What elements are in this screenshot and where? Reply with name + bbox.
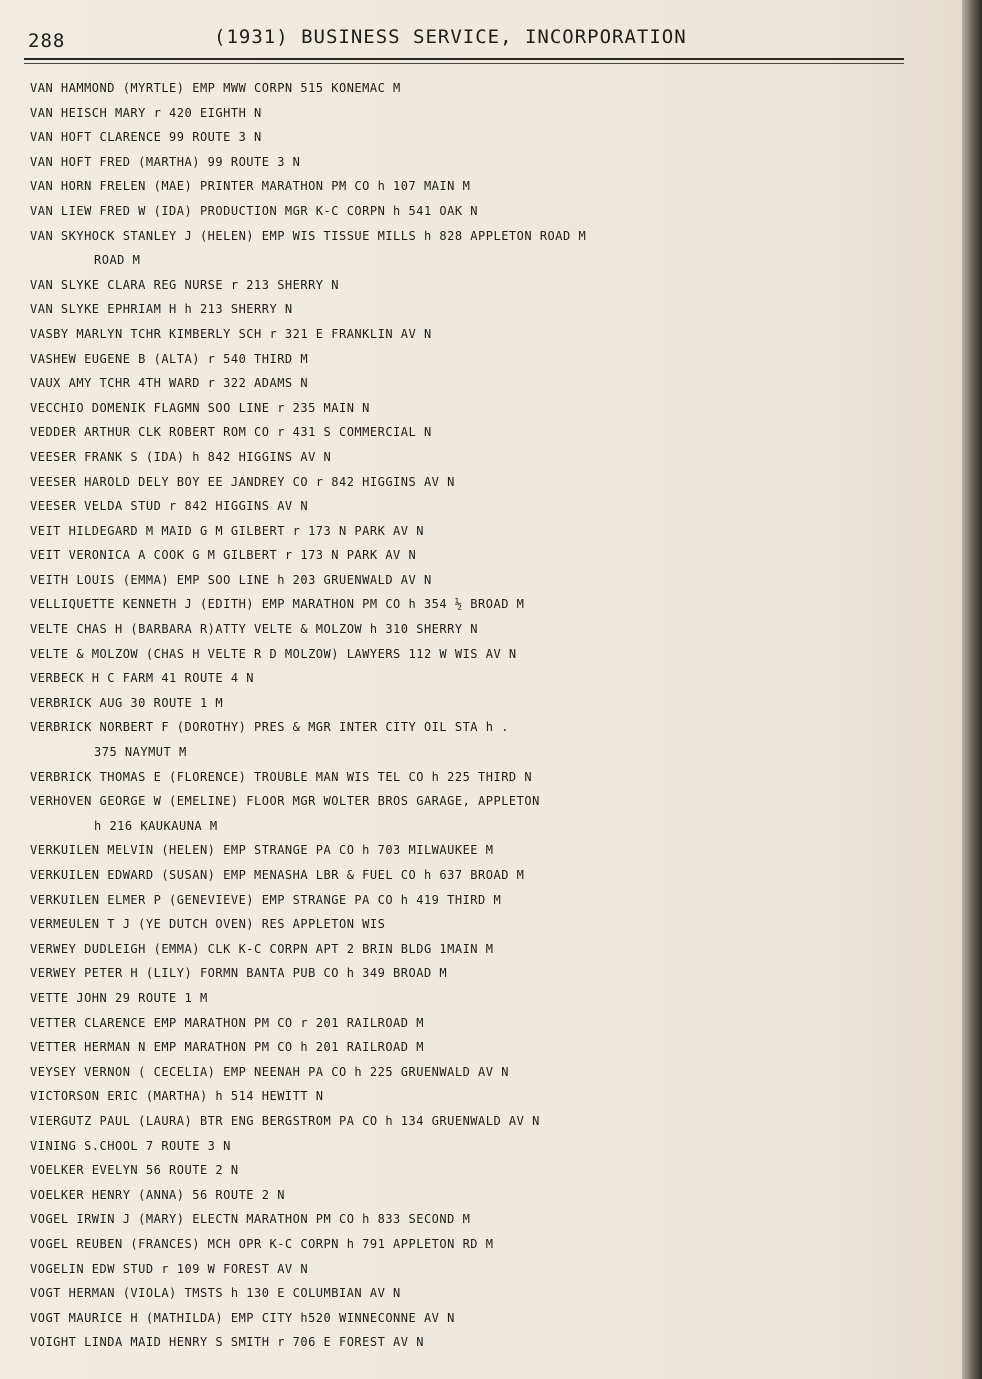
directory-entry: VAUX AMY TCHR 4TH WARD r 322 ADAMS N (30, 376, 309, 391)
directory-entry: VAN HORN FRELEN (MAE) PRINTER MARATHON PM CO h 107 MAIN M (30, 179, 471, 194)
directory-entry: VEESER HAROLD DELY BOY EE JANDREY CO r 842 HIGGINS AV N (30, 474, 455, 489)
book-spine-shadow (962, 0, 982, 1379)
directory-entry: VINING S.CHOOL 7 ROUTE 3 N (30, 1138, 231, 1153)
directory-entry: VERHOVEN GEORGE W (EMELINE) FLOOR MGR WOLTER BROS GARAGE, APPLETON (30, 794, 540, 809)
page-number: 288 (28, 30, 66, 52)
directory-entry: VERMEULEN T J (YE DUTCH OVEN) RES APPLETON WIS (30, 917, 386, 932)
directory-entry: VERBRICK NORBERT F (DOROTHY) PRES & MGR INTER CITY OIL STA h . (30, 720, 509, 735)
directory-entry: VAN LIEW FRED W (IDA) PRODUCTION MGR K-C CORPN h 541 OAK N (30, 203, 479, 218)
directory-entry: VAN SKYHOCK STANLEY J (HELEN) EMP WIS TISSUE MILLS h 828 APPLETON ROAD M (30, 228, 587, 243)
directory-entry: VAN SLYKE CLARA REG NURSE r 213 SHERRY N (30, 277, 339, 292)
directory-entry: VOGT HERMAN (VIOLA) TMSTS h 130 E COLUMBIAN AV N (30, 1286, 401, 1301)
page-header (24, 26, 904, 56)
directory-entry: VETTE JOHN 29 ROUTE 1 M (30, 990, 208, 1005)
directory-entry: VOIGHT LINDA MAID HENRY S SMITH r 706 E FOREST AV N (30, 1335, 424, 1350)
directory-entry: VELTE & MOLZOW (CHAS H VELTE R D MOLZOW) LAWYERS 112 W WIS AV N (30, 646, 517, 661)
directory-entry: VERBECK H C FARM 41 ROUTE 4 N (30, 671, 255, 686)
directory-entry: VEYSEY VERNON ( CECELIA) EMP NEENAH PA CO h 225 GRUENWALD AV N (30, 1064, 509, 1079)
directory-entry: VOGEL IRWIN J (MARY) ELECTN MARATHON PM CO h 833 SECOND M (30, 1212, 471, 1227)
directory-entry: VAN SLYKE EPHRIAM H h 213 SHERRY N (30, 302, 293, 317)
directory-entry: VERKUILEN ELMER P (GENEVIEVE) EMP STRANGE PA CO h 419 THIRD M (30, 892, 502, 907)
directory-entry: VEDDER ARTHUR CLK ROBERT ROM CO r 431 S COMMERCIAL N (30, 425, 432, 440)
directory-entry: VOGELIN EDW STUD r 109 W FOREST AV N (30, 1261, 309, 1276)
header-rule (24, 58, 904, 60)
directory-entry: VETTER HERMAN N EMP MARATHON PM CO h 201 RAILROAD M (30, 1040, 424, 1055)
directory-entry: VERBRICK THOMAS E (FLORENCE) TROUBLE MAN WIS TEL CO h 225 THIRD N (30, 769, 533, 784)
directory-entry: VOELKER HENRY (ANNA) 56 ROUTE 2 N (30, 1187, 285, 1202)
directory-entry: VOGT MAURICE H (MATHILDA) EMP CITY h520 WINNECONNE AV N (30, 1310, 455, 1325)
directory-entry-continuation: ROAD M (94, 253, 141, 268)
directory-entry: VERWEY DUDLEIGH (EMMA) CLK K-C CORPN APT 2 BRIN BLDG 1MAIN M (30, 941, 494, 956)
directory-entry: VERBRICK AUG 30 ROUTE 1 M (30, 695, 224, 710)
directory-entry: VICTORSON ERIC (MARTHA) h 514 HEWITT N (30, 1089, 324, 1104)
directory-entry: VAN HOFT CLARENCE 99 ROUTE 3 N (30, 130, 262, 145)
directory-entry: VERKUILEN EDWARD (SUSAN) EMP MENASHA LBR & FUEL CO h 637 BROAD M (30, 868, 525, 882)
directory-entry: VETTER CLARENCE EMP MARATHON PM CO r 201 RAILROAD M (30, 1015, 424, 1030)
directory-entry: VASHEW EUGENE B (ALTA) r 540 THIRD M (30, 351, 309, 366)
directory-entry: VIERGUTZ PAUL (LAURA) BTR ENG BERGSTROM PA CO h 134 GRUENWALD AV N (30, 1113, 540, 1128)
directory-entry: VOELKER EVELYN 56 ROUTE 2 N (30, 1163, 239, 1178)
directory-entry: VASBY MARLYN TCHR KIMBERLY SCH r 321 E FRANKLIN AV N (30, 326, 432, 341)
directory-entry: VOGEL REUBEN (FRANCES) MCH OPR K-C CORPN h 791 APPLETON RD M (30, 1236, 494, 1251)
directory-entry: VEIT VERONICA A COOK G M GILBERT r 173 N PARK AV N (30, 548, 417, 563)
directory-entry: VEITH LOUIS (EMMA) EMP SOO LINE h 203 GRUENWALD AV N (30, 572, 432, 587)
directory-entry-continuation: h 216 KAUKAUNA M (94, 818, 218, 833)
directory-entries (30, 76, 960, 1355)
directory-entry: VERWEY PETER H (LILY) FORMN BANTA PUB CO h 349 BROAD M (30, 966, 448, 981)
directory-entry-continuation: 375 NAYMUT M (94, 745, 187, 760)
directory-entry: VELLIQUETTE KENNETH J (EDITH) EMP MARATHON PM CO h 354 ½ BROAD M (30, 597, 525, 612)
directory-entry: VEESER VELDA STUD r 842 HIGGINS AV N (30, 499, 309, 514)
directory-entry: VELTE CHAS H (BARBARA R)ATTY VELTE & MOLZOW h 310 SHERRY N (30, 622, 479, 637)
header-rule-thin (24, 63, 904, 64)
directory-entry: VEIT HILDEGARD M MAID G M GILBERT r 173 N PARK AV N (30, 523, 424, 538)
directory-entry: VERKUILEN MELVIN (HELEN) EMP STRANGE PA CO h 703 MILWAUKEE M (30, 843, 494, 858)
directory-entry: VECCHIO DOMENIK FLAGMN SOO LINE r 235 MAIN N (30, 400, 370, 415)
running-head: (1931) BUSINESS SERVICE, INCORPORATION (214, 26, 687, 48)
directory-entry: VAN HOFT FRED (MARTHA) 99 ROUTE 3 N (30, 154, 301, 169)
directory-entry: VAN HEISCH MARY r 420 EIGHTH N (30, 105, 262, 120)
directory-entry: VAN HAMMOND (MYRTLE) EMP MWW CORPN 515 KONEMAC M (30, 81, 401, 95)
directory-entry: VEESER FRANK S (IDA) h 842 HIGGINS AV N (30, 449, 332, 464)
